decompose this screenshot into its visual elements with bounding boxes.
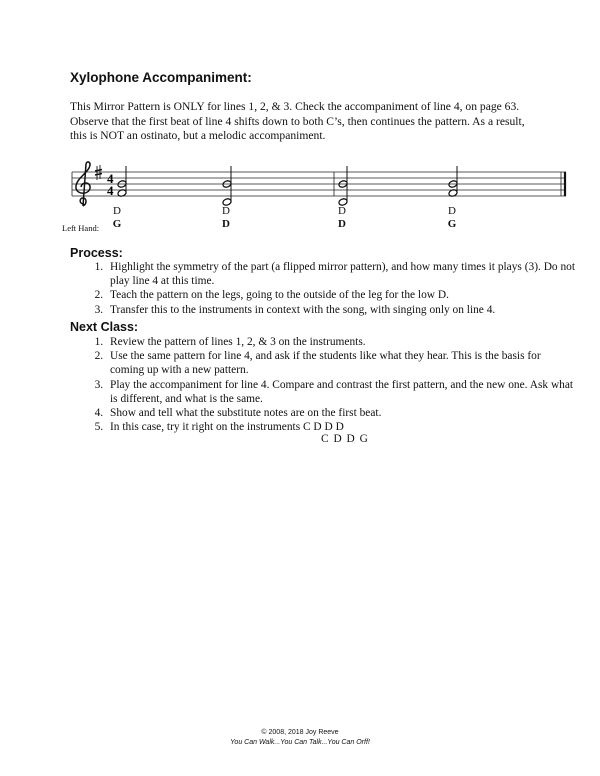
time-sig-top: 4 <box>107 171 114 186</box>
note-label-2: D D <box>222 205 230 230</box>
next-class-list <box>70 335 576 434</box>
process-list <box>70 260 576 317</box>
left-hand-label: Left Hand: <box>62 223 100 233</box>
note-label-4: D G <box>447 205 457 230</box>
list-item: 1. Highlight the symmetry of the part (a flipped mirror pattern), and how many times it plays (3). Do not play line 4 at this time. <box>106 260 576 288</box>
chord-4 <box>448 166 458 197</box>
list-item: 3. Transfer this to the instruments in context with the song, with singing only on line 4. <box>106 303 576 317</box>
next-class-heading: Next Class: <box>70 320 139 334</box>
note-label-1: D G <box>112 205 122 230</box>
note-sequence-line: C D D G <box>321 433 369 445</box>
music-staff <box>62 160 582 240</box>
footer-tagline: You Can Walk...You Can Talk...You Can Orff! <box>230 739 370 746</box>
process-heading: Process: <box>70 246 123 260</box>
staff-svg <box>62 160 582 220</box>
staff-lines <box>72 172 566 196</box>
page-title: Xylophone Accompaniment: <box>70 70 252 85</box>
time-sig-bottom: 4 <box>107 183 114 198</box>
footer <box>0 728 600 748</box>
list-item: 5. In this case, try it right on the instruments C D D D <box>106 420 576 434</box>
copyright-text: © 2008, 2018 Joy Reeve <box>261 729 339 736</box>
intro-paragraph: This Mirror Pattern is ONLY for lines 1, 2, & 3. Check the accompaniment of line 4, on page 63. Observe that the first beat of line 4 shifts down to both C’s, then continues the pattern. As a result, this is NOT an ostinato, but a melodic accompaniment. <box>70 100 525 142</box>
list-item: 2. Teach the pattern on the legs, going to the outside of the leg for the low D. <box>106 288 576 302</box>
note-label-3: D D <box>338 205 346 230</box>
list-item: 1. Review the pattern of lines 1, 2, & 3 on the instruments. <box>106 335 576 349</box>
list-item: 2. Use the same pattern for line 4, and ask if the students like what they hear. This is the basis for coming up with a new pattern. <box>106 349 576 377</box>
list-item: 4. Show and tell what the substitute notes are on the first beat. <box>106 406 576 420</box>
chord-1 <box>117 166 127 197</box>
list-item: 3. Play the accompaniment for line 4. Compare and contrast the first pattern, and the new one. Ask what is different, and what is the same. <box>106 378 576 406</box>
